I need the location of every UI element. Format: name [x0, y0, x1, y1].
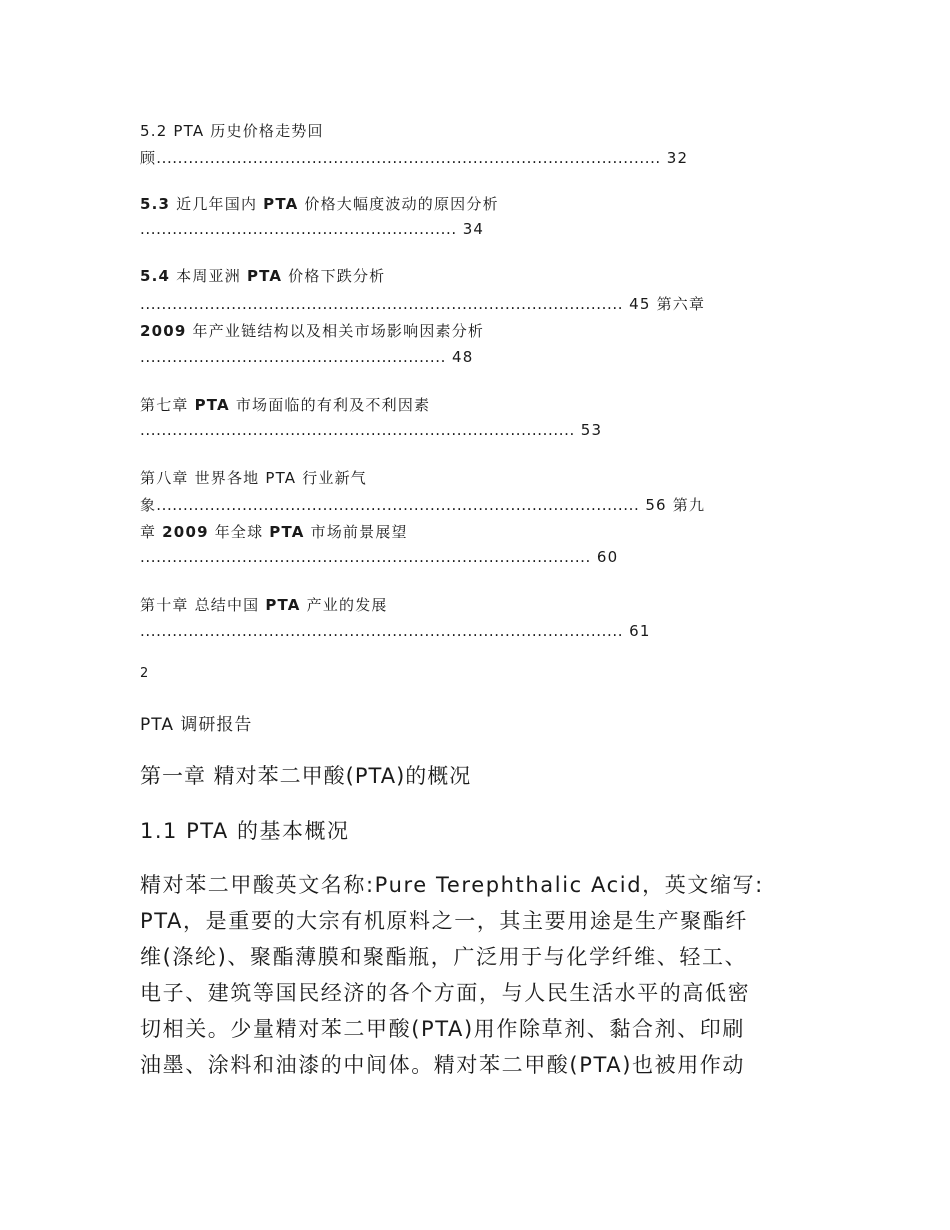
- toc-entry-chapter-9-leader: .................................................................................... 60: [140, 548, 619, 566]
- body-line: 切相关。少量精对苯二甲酸(PTA)用作除草剂、黏合剂、印刷: [140, 1017, 746, 1041]
- body-line: 维(涤纶)、聚酯薄膜和聚酯瓶，广泛用于与化学纤维、轻工、: [140, 945, 748, 969]
- section-title: 1.1 PTA 的基本概况: [140, 819, 350, 843]
- toc-entry-chapter-10-title: 第十章 总结中国 PTA 产业的发展: [140, 596, 388, 614]
- toc-entry-chapter-7-leader: ................................................................................. 53: [140, 421, 603, 439]
- toc-entry-chapter-8-title: 第八章 世界各地 PTA 行业新气: [140, 469, 368, 487]
- toc-page-number: 60: [596, 548, 619, 566]
- body-line: 精对苯二甲酸英文名称:Pure Terephthalic Acid，英文缩写:: [140, 873, 764, 897]
- toc-entry-chapter-6-leader: ......................................................... 48: [140, 348, 474, 366]
- body-line: 油墨、涂料和油漆的中间体。精对苯二甲酸(PTA)也被用作动: [140, 1053, 746, 1077]
- toc-page-number: 34: [462, 220, 485, 238]
- toc-entry-5-3-leader: ........................................................... 34: [140, 220, 485, 238]
- toc-entry-chapter-9-title: 章 2009 年全球 PTA 市场前景展望: [140, 523, 408, 541]
- toc-entry-5-2-title: 5.2 PTA 历史价格走势回: [140, 122, 324, 140]
- toc-entry-chapter-8-leader: 象.......................................................................................... 56 第九: [140, 496, 706, 514]
- toc-entry-chapter-10-leader: .......................................................................................... 61: [140, 622, 651, 640]
- toc-page-number: 56: [645, 496, 667, 514]
- running-header: PTA 调研报告: [140, 715, 253, 735]
- toc-page-number: 53: [580, 421, 603, 439]
- body-line: 电子、建筑等国民经济的各个方面，与人民生活水平的高低密: [140, 981, 751, 1005]
- body-line: PTA，是重要的大宗有机原料之一，其主要用途是生产聚酯纤: [140, 909, 749, 933]
- toc-entry-5-3-title: 5.3 近几年国内 PTA 价格大幅度波动的原因分析: [140, 195, 499, 213]
- toc-entry-5-2-leader: 顾.............................................................................................. 32: [140, 149, 689, 167]
- toc-entry-chapter-6-title: 2009 年产业链结构以及相关市场影响因素分析: [140, 322, 485, 340]
- toc-entry-chapter-7-title: 第七章 PTA 市场面临的有利及不利因素: [140, 396, 431, 414]
- toc-page-number: 32: [666, 149, 689, 167]
- toc-page-number: 45: [629, 295, 651, 313]
- page-number: 2: [140, 666, 149, 681]
- toc-page-number: 48: [451, 348, 474, 366]
- toc-entry-5-4-leader: .......................................................................................... 45 第六章: [140, 295, 706, 313]
- toc-entry-5-4-title: 5.4 本周亚洲 PTA 价格下跌分析: [140, 267, 386, 285]
- toc-page-number: 61: [629, 622, 651, 640]
- chapter-title: 第一章 精对苯二甲酸(PTA)的概况: [140, 764, 472, 788]
